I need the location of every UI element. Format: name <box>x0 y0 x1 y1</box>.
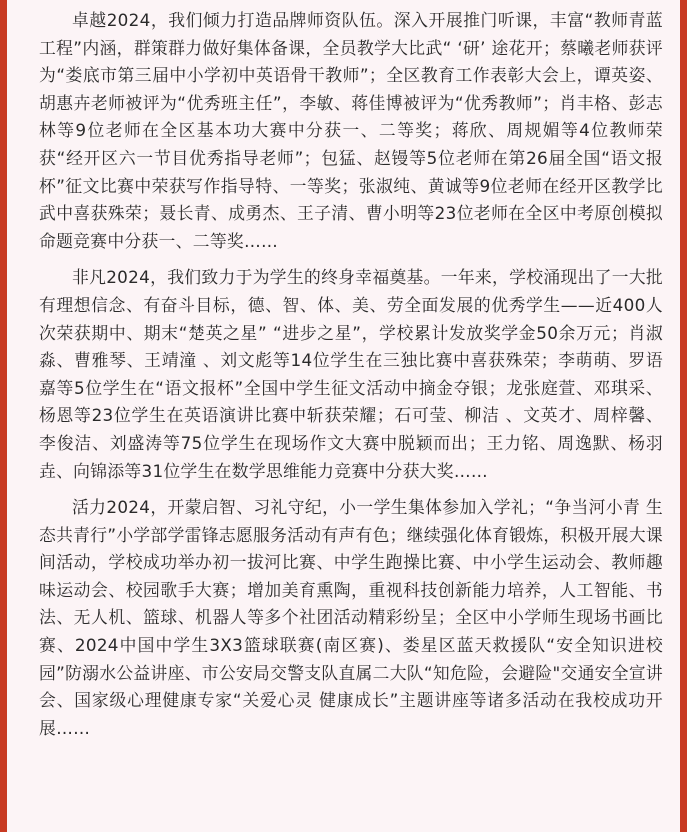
paragraph-extraordinary: 非凡2024，我们致力于为学生的终身幸福奠基。一年来，学校涌现出了一大批有理想信念、有奋斗目标，德、智、体、美、劳全面发展的优秀学生——近400人次荣获期中、期末“楚英之星” “进步之星”，学校累计发放奖学金50余万元；肖淑淼、曹雅琴、王靖潼 、刘文彪等14位学生在三独比赛中喜获殊荣；李萌萌、罗语嘉等5位学生在“语文报杯”全国中学生征文活动中摘金夺银；龙张庭萱、邓琪采、杨恩等23位学生在英语演讲比赛中斩获荣耀；石可莹、柳洁 、文英才、周梓馨、李俊洁、刘盛涛等75位学生在现场作文大赛中脱颖而出；王力铭、周逸默、杨羽垚、向锦添等31位学生在数学思维能力竞赛中分获大奖…… <box>39 267 663 481</box>
article-panel <box>7 0 680 832</box>
paragraph-excellence: 卓越2024，我们倾力打造品牌师资队伍。深入开展推门听课，丰富“教师青蓝工程”内涵，群策群力做好集体备课，全员教学大比武“ ‘研’ 途花开；蔡曦老师获评为“娄底市第三届中小学初中英语骨干教师”；全区教育工作表彰大会上，谭英姿、胡惠卉老师被评为“优秀班主任”，李敏、蒋佳博被评为“优秀教师”；肖丰格、彭志林等9位老师在全区基本功大赛中分获一、二等奖；蒋欣、周规媚等4位教师荣获“经开区六一节目优秀指导老师”；包猛、赵镘等5位老师在第26届全国“语文报杯”征文比赛中荣获写作指导特、一等奖；张淑纯、黄诚等9位老师在经开区教学比武中喜获殊荣；聂长青、成勇杰、王子清、曹小明等23位老师在全区中考原创模拟命题竞赛中分获一、二等奖…… <box>39 10 663 251</box>
article-body <box>39 7 663 751</box>
paragraph-vitality: 活力2024，开蒙启智、习礼守纪，小一学生集体参加入学礼；“争当河小青 生态共青行”小学部学雷锋志愿服务活动有声有色；继续强化体育锻炼，积极开展大课间活动，学校成功举办初一拔河比赛、中学生跑操比赛、中小学生运动会、教师趣味运动会、校园歌手大赛；增加美育熏陶，重视科技创新能力培养，人工智能、书法、无人机、篮球、机器人等多个社团活动精彩纷呈；全区中小学师生现场书画比赛、2024中国中学生3X3篮球联赛(南区赛)、娄星区蓝天救援队“安全知识进校园”防溺水公益讲座、市公安局交警支队直属二大队“知危险，会避险"交通安全宣讲会、国家级心理健康专家“关爱心灵 健康成长”主题讲座等诸多活动在我校成功开展…… <box>39 497 663 738</box>
